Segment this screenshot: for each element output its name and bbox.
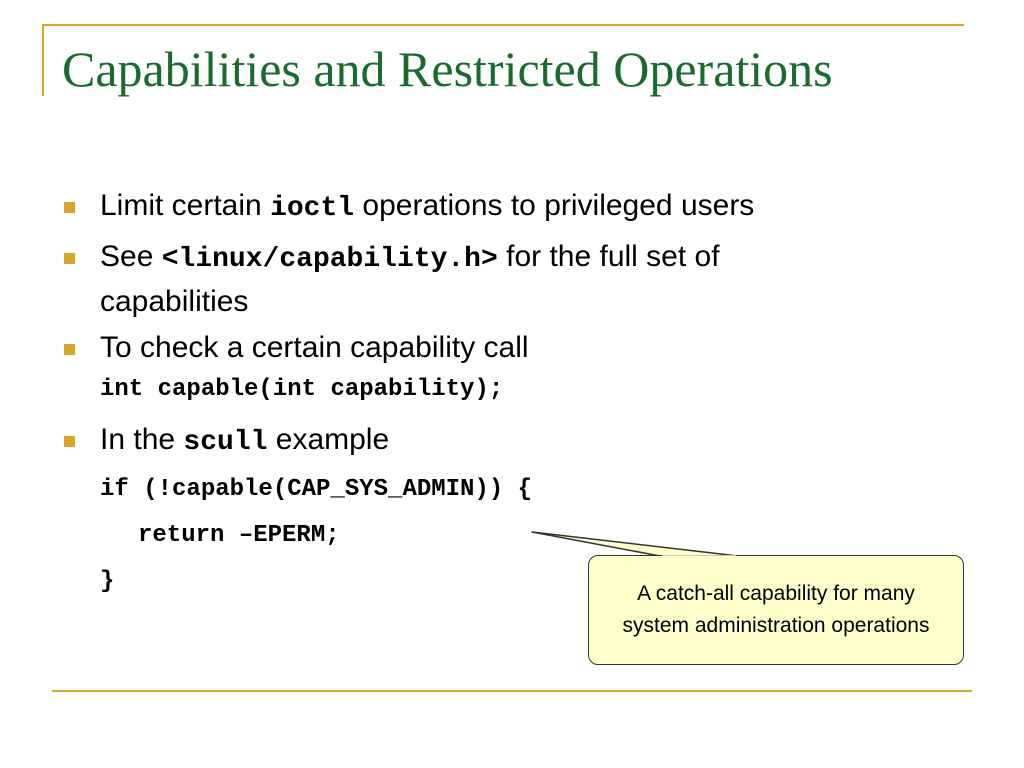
bullet-text: operations to privileged users [354,189,755,222]
bullet-text: See [100,240,162,273]
bullet-square-icon [64,344,75,355]
callout-text: A catch-all capability for many system administration operations [622,582,930,637]
code-line: int capable(int capability); [100,376,504,403]
bullet-text-continuation: capabilities [100,285,249,318]
bullet-item [60,324,940,372]
bullet-square-icon [64,436,75,447]
code-line: if (!capable(CAP_SYS_ADMIN)) { [100,476,533,503]
inline-code: <linux/capability.h> [161,244,498,275]
slide-title: Capabilities and Restricted Operations [62,41,833,97]
bullet-text: example [267,423,390,456]
code-line: } [100,568,115,595]
bullet-item [60,182,940,233]
frame-left-rule [42,24,44,96]
bullet-text: Limit certain [100,189,271,222]
frame-bottom-rule [52,690,972,692]
bullet-item [60,416,940,467]
bullet-item [60,233,940,324]
slide-body [60,182,940,605]
code-line: return –EPERM; [138,522,340,549]
callout-box [588,555,964,665]
bullet-text: In the [100,423,184,456]
bullet-square-icon [64,253,75,264]
inline-code: ioctl [270,193,355,224]
bullet-square-icon [64,202,75,213]
bullet-text: To check a certain capability call [100,331,529,364]
frame-top-rule [42,24,964,26]
bullet-text: for the full set of [497,240,720,273]
inline-code: scull [183,427,268,458]
